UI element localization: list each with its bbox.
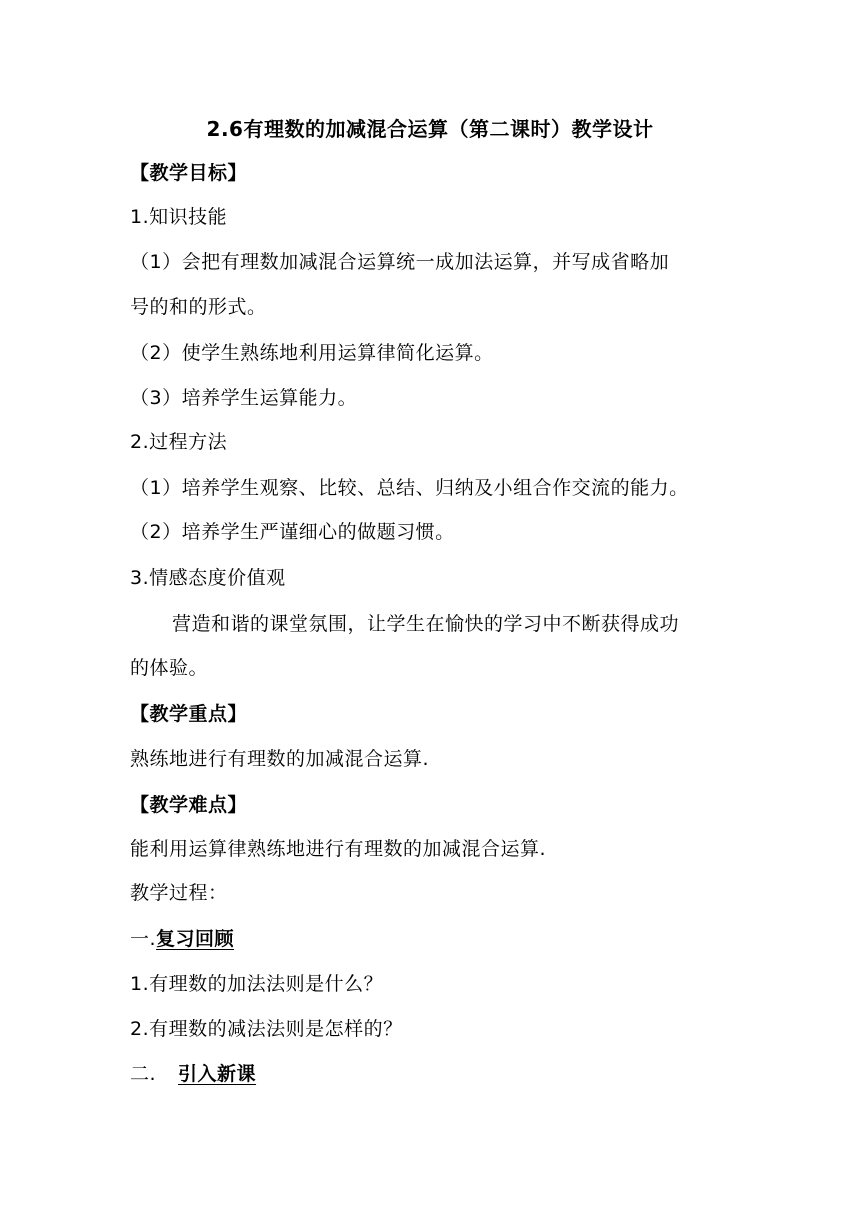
- key-text: 熟练地进行有理数的加减混合运算.: [130, 748, 430, 770]
- review-heading: 复习回顾: [156, 928, 235, 950]
- review-section-heading: [130, 927, 234, 951]
- process-1: （1）培养学生观察、比较、总结、归纳及小组合作交流的能力。: [130, 477, 689, 499]
- skill-3: （3）培养学生运算能力。: [130, 387, 358, 409]
- emotion-line1: 营造和谐的课堂氛围，让学生在愉快的学习中不断获得成功: [172, 613, 680, 635]
- key-heading: 【教学重点】: [130, 703, 248, 725]
- intro-prefix: 二.: [130, 1063, 157, 1085]
- emotion-line2: 的体验。: [130, 657, 209, 679]
- review-prefix: 一.: [130, 928, 157, 950]
- process-heading: 2.过程方法: [130, 431, 228, 453]
- review-question-2: 2.有理数的减法法则是怎样的？: [130, 1018, 403, 1040]
- difficulty-heading: 【教学难点】: [130, 794, 248, 816]
- intro-section-heading: [130, 1062, 256, 1086]
- emotion-heading: 3.情感态度价值观: [130, 567, 286, 589]
- skills-heading: 1.知识技能: [130, 206, 228, 228]
- skill-2: （2）使学生熟练地利用运算律简化运算。: [130, 342, 494, 364]
- review-question-1: 1.有理数的加法法则是什么？: [130, 973, 384, 995]
- intro-heading: 引入新课: [178, 1063, 257, 1085]
- goals-heading: 【教学目标】: [130, 162, 248, 184]
- difficulty-text: 能利用运算律熟练地进行有理数的加减混合运算.: [130, 838, 547, 860]
- skill-1-line1: （1）会把有理数加减混合运算统一成加法运算，并写成省略加: [130, 251, 670, 273]
- process-2: （2）培养学生严谨细心的做题习惯。: [130, 521, 455, 543]
- process-label: 教学过程：: [130, 882, 228, 904]
- skill-1-line2: 号的和的形式。: [130, 296, 267, 318]
- document-title: 2.6有理数的加减混合运算（第二课时）教学设计: [206, 117, 654, 141]
